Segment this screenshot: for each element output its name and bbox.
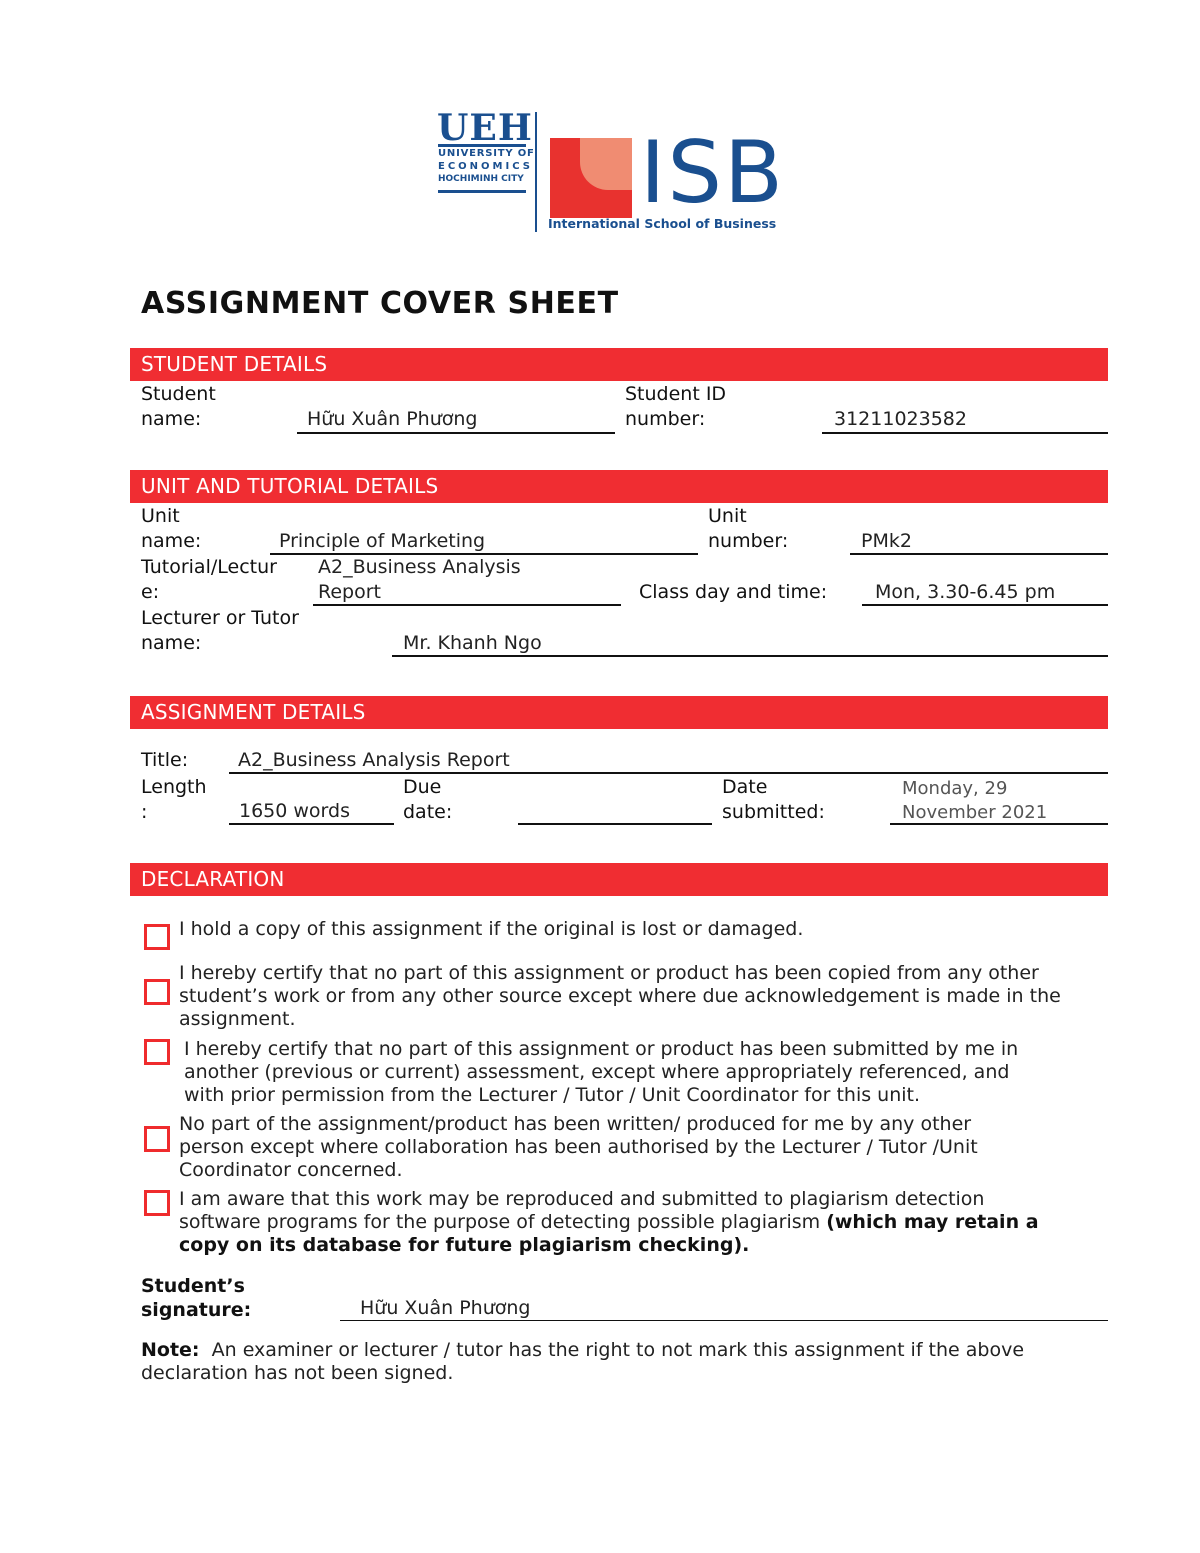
unit-name-label [141, 504, 201, 554]
note-label: Note: [141, 1339, 200, 1361]
lecturer-label-line2: name: [141, 632, 202, 654]
unit-number-value[interactable]: PMk2 [861, 530, 912, 552]
section-bar-student [130, 348, 1108, 381]
class-time-value[interactable]: Mon, 3.30-6.45 pm [875, 581, 1056, 603]
tutorial-value[interactable] [318, 555, 521, 605]
declaration-item-5-line2-text: software programs for the purpose of detecting possible plagiarism [179, 1211, 821, 1233]
date-submitted-underline [890, 823, 1108, 825]
declaration-item-3 [184, 1038, 1018, 1107]
unit-number-label-line1: Unit [708, 505, 747, 527]
declaration-item-2-line1: I hereby certify that no part of this assignment or product has been copied from any other [179, 962, 1039, 984]
tutorial-label-line2: e: [141, 581, 160, 603]
note-text-line1: An examiner or lecturer / tutor has the right to not mark this assignment if the above [211, 1339, 1025, 1361]
signature-label-line2: signature: [141, 1299, 252, 1321]
declaration-item-5-line2 [179, 1211, 1039, 1234]
due-date-underline [518, 823, 712, 825]
student-id-underline [822, 432, 1108, 434]
note-line2: declaration has not been signed. [141, 1362, 454, 1384]
date-submitted-value-line1: Monday, 29 [902, 778, 1008, 799]
date-submitted-value[interactable] [902, 777, 1047, 825]
declaration-item-2-line2: student’s work or from any other source except where due acknowledgement is made in the [179, 985, 1061, 1007]
section-title-unit: UNIT AND TUTORIAL DETAILS [141, 474, 439, 498]
signature-value[interactable]: Hữu Xuân Phương [360, 1297, 531, 1319]
section-title-student: STUDENT DETAILS [141, 352, 328, 376]
assignment-title-label: Title: [141, 749, 189, 771]
declaration-checkbox-1[interactable] [144, 924, 170, 950]
declaration-checkbox-4[interactable] [144, 1126, 170, 1152]
declaration-item-5-line2-bold: (which may retain a [826, 1211, 1039, 1233]
length-value[interactable]: 1650 words [239, 800, 350, 822]
declaration-item-3-line1: I hereby certify that no part of this assignment or product has been submitted by me in [184, 1038, 1019, 1060]
section-title-declaration: DECLARATION [141, 867, 285, 891]
student-name-label-line1: Student [141, 383, 216, 405]
ueh-divider-top [438, 144, 526, 147]
declaration-item-5 [179, 1188, 1039, 1257]
due-date-label-line1: Due [403, 776, 442, 798]
length-label-line1: Length [141, 776, 207, 798]
ueh-line1: UNIVERSITY OF [438, 148, 535, 159]
date-submitted-label [722, 775, 825, 825]
lecturer-value[interactable]: Mr. Khanh Ngo [403, 632, 542, 654]
ueh-divider-bottom [438, 190, 526, 193]
tutorial-underline [313, 604, 621, 606]
unit-number-label [708, 504, 788, 554]
logo [430, 108, 790, 234]
signature-label [141, 1274, 251, 1322]
page-title: ASSIGNMENT COVER SHEET [141, 286, 619, 321]
class-time-label: Class day and time: [639, 581, 828, 603]
section-bar-assignment [130, 696, 1108, 729]
student-name-label-line2: name: [141, 408, 202, 430]
declaration-checkbox-2[interactable] [144, 979, 170, 1005]
student-name-label [141, 382, 216, 432]
student-name-underline [297, 432, 615, 434]
signature-label-line1: Student’s [141, 1275, 245, 1297]
logo-vertical-divider [535, 112, 537, 232]
unit-name-label-line1: Unit [141, 505, 180, 527]
student-id-value[interactable]: 31211023582 [834, 408, 967, 430]
declaration-item-3-line3: with prior permission from the Lecturer / Tutor / Unit Coordinator for this unit. [184, 1084, 921, 1106]
unit-number-label-line2: number: [708, 530, 789, 552]
due-date-label [403, 775, 452, 825]
declaration-item-4-line2: person except where collaboration has been authorised by the Lecturer / Tutor /Unit [179, 1136, 978, 1158]
declaration-item-5-line3-bold: copy on its database for future plagiarism checking). [179, 1234, 750, 1256]
declaration-item-2-line3: assignment. [179, 1008, 296, 1030]
isb-mark-icon [550, 138, 632, 218]
declaration-checkbox-3[interactable] [144, 1039, 170, 1065]
unit-name-label-line2: name: [141, 530, 202, 552]
isb-name: International School of Business [548, 216, 777, 231]
assignment-title-underline [229, 772, 1108, 774]
tutorial-label [141, 555, 277, 605]
tutorial-value-line2: Report [318, 581, 381, 603]
section-bar-declaration [130, 863, 1108, 896]
date-submitted-value-line2: November 2021 [902, 802, 1048, 823]
declaration-item-4 [179, 1113, 978, 1182]
assignment-title-value[interactable]: A2_Business Analysis Report [238, 749, 510, 771]
date-submitted-label-line1: Date [722, 776, 768, 798]
student-name-value[interactable]: Hữu Xuân Phương [307, 408, 478, 430]
note-line1 [141, 1339, 1024, 1362]
class-time-underline [862, 604, 1108, 606]
section-title-assignment: ASSIGNMENT DETAILS [141, 700, 366, 724]
declaration-item-4-line1: No part of the assignment/product has been written/ produced for me by any other [179, 1113, 972, 1135]
declaration-checkbox-5[interactable] [144, 1190, 170, 1216]
declaration-item-2 [179, 962, 1061, 1031]
signature-underline [340, 1320, 1108, 1321]
declaration-item-4-line3: Coordinator concerned. [179, 1159, 403, 1181]
ueh-abbr: UEH [437, 107, 533, 149]
declaration-item-3-line2: another (previous or current) assessment, except where appropriately referenced, and [184, 1061, 1010, 1083]
student-id-label-line2: number: [625, 408, 706, 430]
isb-abbr: ISB [640, 123, 785, 223]
section-bar-unit [130, 470, 1108, 503]
length-label-line2: : [141, 801, 148, 823]
declaration-item-1-line1: I hold a copy of this assignment if the original is lost or damaged. [179, 918, 804, 940]
length-underline [229, 823, 394, 825]
lecturer-label-line1: Lecturer or Tutor [141, 607, 299, 629]
ueh-line2: ECONOMICS [438, 161, 533, 172]
tutorial-label-line1: Tutorial/Lectur [141, 556, 277, 578]
unit-name-value[interactable]: Principle of Marketing [279, 530, 486, 552]
student-id-label-line1: Student ID [625, 383, 727, 405]
student-id-label [625, 382, 726, 432]
note [141, 1339, 1024, 1385]
declaration-item-5-line1: I am aware that this work may be reproduced and submitted to plagiarism detection [179, 1188, 985, 1210]
declaration-item-1 [179, 918, 803, 941]
date-submitted-label-line2: submitted: [722, 801, 825, 823]
unit-number-underline [850, 553, 1108, 555]
lecturer-underline [392, 655, 1108, 657]
due-date-label-line2: date: [403, 801, 453, 823]
ueh-line3: HOCHIMINH CITY [438, 174, 524, 184]
lecturer-label [141, 606, 299, 656]
length-label [141, 775, 207, 825]
tutorial-value-line1: A2_Business Analysis [318, 556, 521, 578]
